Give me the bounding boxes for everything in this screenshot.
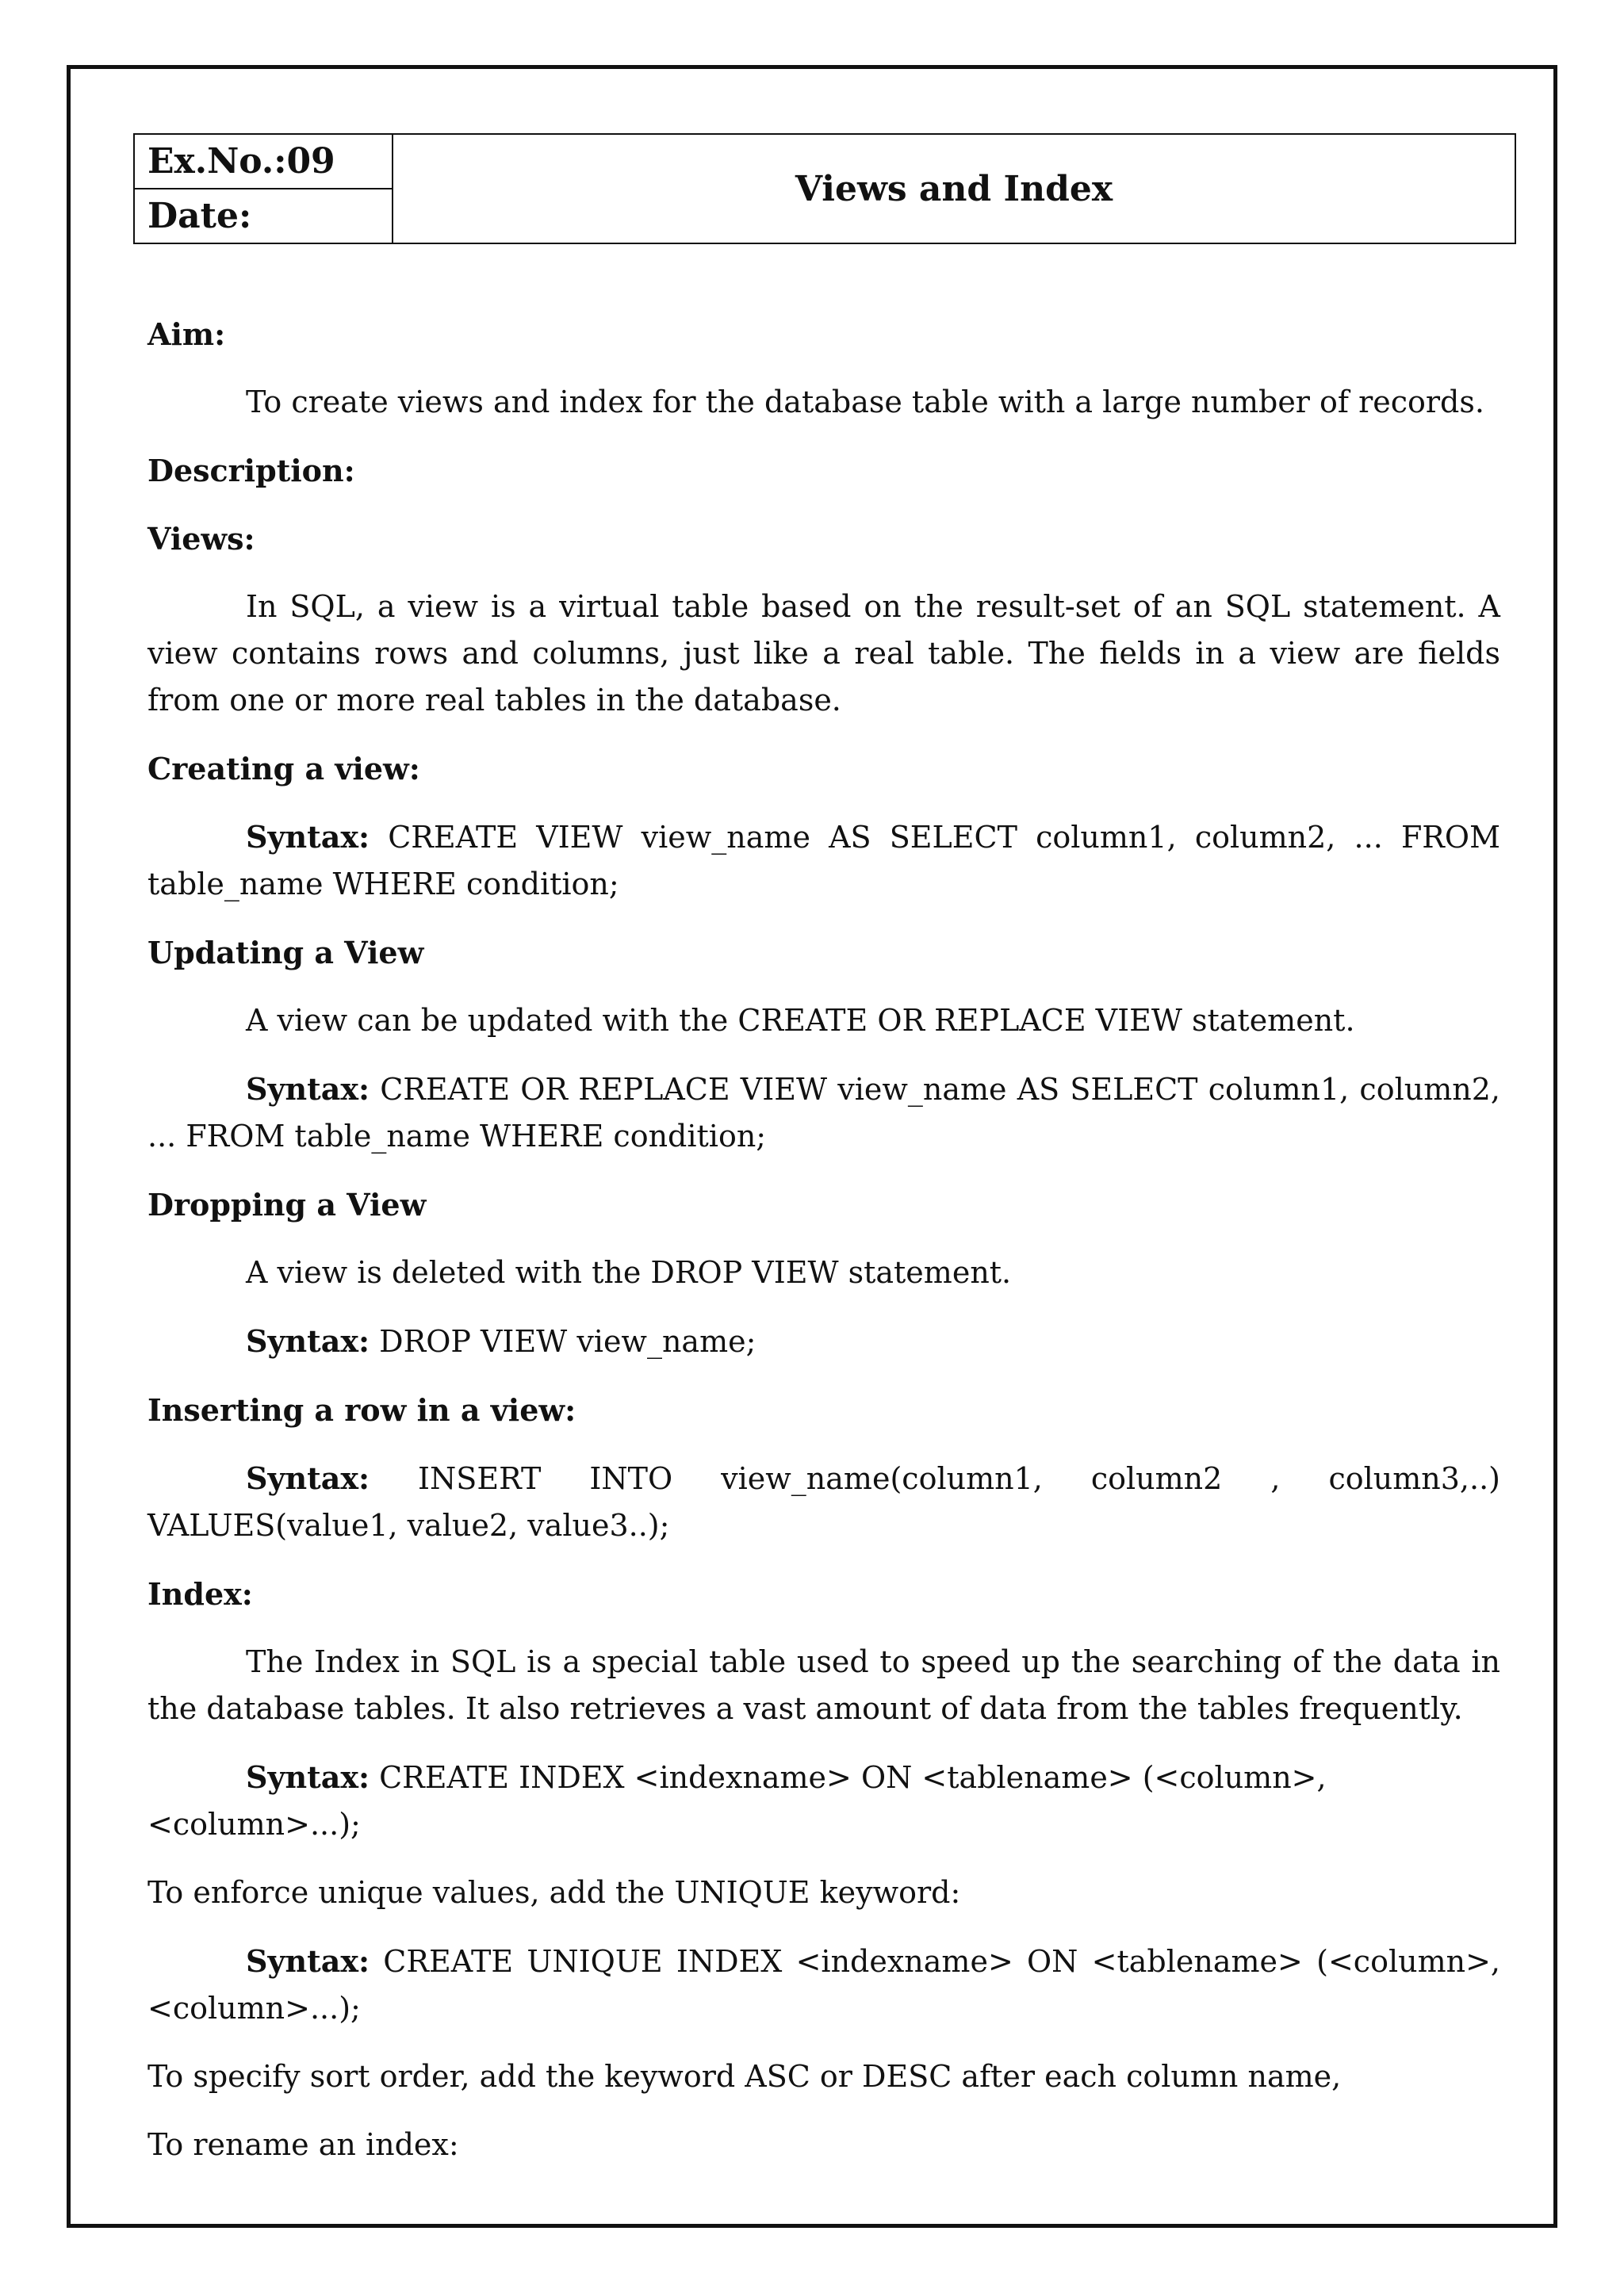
views-text: In SQL, a view is a virtual table based on the result-set of an SQL statement. A view contains rows and columns, just like a real table. The fields in a view are fields from one or more real tables in the database. bbox=[147, 589, 1500, 718]
updating-view-text: A view can be updated with the CREATE OR REPLACE VIEW statement. bbox=[246, 1003, 1355, 1038]
syntax-code: DROP VIEW view_name; bbox=[379, 1324, 756, 1359]
sort-order-text: To specify sort order, add the keyword ASC or DESC after each column name, bbox=[147, 2059, 1342, 2094]
exercise-number: Ex.No.:09 bbox=[134, 134, 393, 189]
syntax-code: CREATE INDEX <indexname> ON <tablename> (<column>, <column>...); bbox=[147, 1760, 1327, 1842]
syntax-code: CREATE VIEW view_name AS SELECT column1, column2, ... FROM table_name WHERE condition; bbox=[147, 820, 1500, 901]
syntax-label: Syntax: bbox=[246, 1071, 370, 1107]
inserting-row-syntax bbox=[147, 1455, 1500, 1549]
dropping-view-syntax bbox=[147, 1318, 1500, 1365]
rename-index-text: To rename an index: bbox=[147, 2127, 459, 2162]
syntax-label: Syntax: bbox=[246, 1943, 370, 1979]
aim-text: To create views and index for the database table with a large number of records. bbox=[246, 385, 1484, 419]
description-heading: Description: bbox=[147, 453, 355, 488]
syntax-label: Syntax: bbox=[246, 1323, 370, 1359]
inserting-row-heading: Inserting a row in a view: bbox=[147, 1392, 576, 1428]
dropping-view-heading: Dropping a View bbox=[147, 1187, 427, 1223]
document-title: Views and Index bbox=[393, 134, 1515, 243]
views-heading: Views: bbox=[147, 521, 255, 557]
syntax-code: CREATE UNIQUE INDEX <indexname> ON <tablename> (<column>, <column>...); bbox=[147, 1944, 1500, 2026]
updating-view-syntax bbox=[147, 1066, 1500, 1160]
unique-index-text: To enforce unique values, add the UNIQUE keyword: bbox=[147, 1875, 961, 1910]
header-table bbox=[133, 133, 1516, 244]
creating-view-syntax bbox=[147, 813, 1500, 908]
dropping-view-text: A view is deleted with the DROP VIEW statement. bbox=[246, 1255, 1012, 1290]
date-label: Date: bbox=[134, 189, 393, 243]
syntax-label: Syntax: bbox=[246, 819, 370, 855]
unique-index-syntax bbox=[147, 1938, 1500, 2032]
index-syntax bbox=[147, 1754, 1500, 1848]
index-heading: Index: bbox=[147, 1576, 253, 1612]
syntax-code: CREATE OR REPLACE VIEW view_name AS SELECT column1, column2, ... FROM table_name WHERE condition; bbox=[147, 1072, 1500, 1154]
document-body bbox=[147, 311, 1500, 2190]
syntax-label: Syntax: bbox=[246, 1759, 370, 1795]
syntax-label: Syntax: bbox=[246, 1460, 370, 1496]
syntax-code: INSERT INTO view_name(column1, column2 , column3,..) VALUES(value1, value2, value3..); bbox=[147, 1461, 1500, 1543]
index-text: The Index in SQL is a special table used to speed up the searching of the data in the database tables. It also retrieves a vast amount of data from the tables frequently. bbox=[147, 1644, 1500, 1726]
creating-view-heading: Creating a view: bbox=[147, 751, 420, 786]
updating-view-heading: Updating a View bbox=[147, 935, 424, 970]
aim-heading: Aim: bbox=[147, 316, 226, 352]
